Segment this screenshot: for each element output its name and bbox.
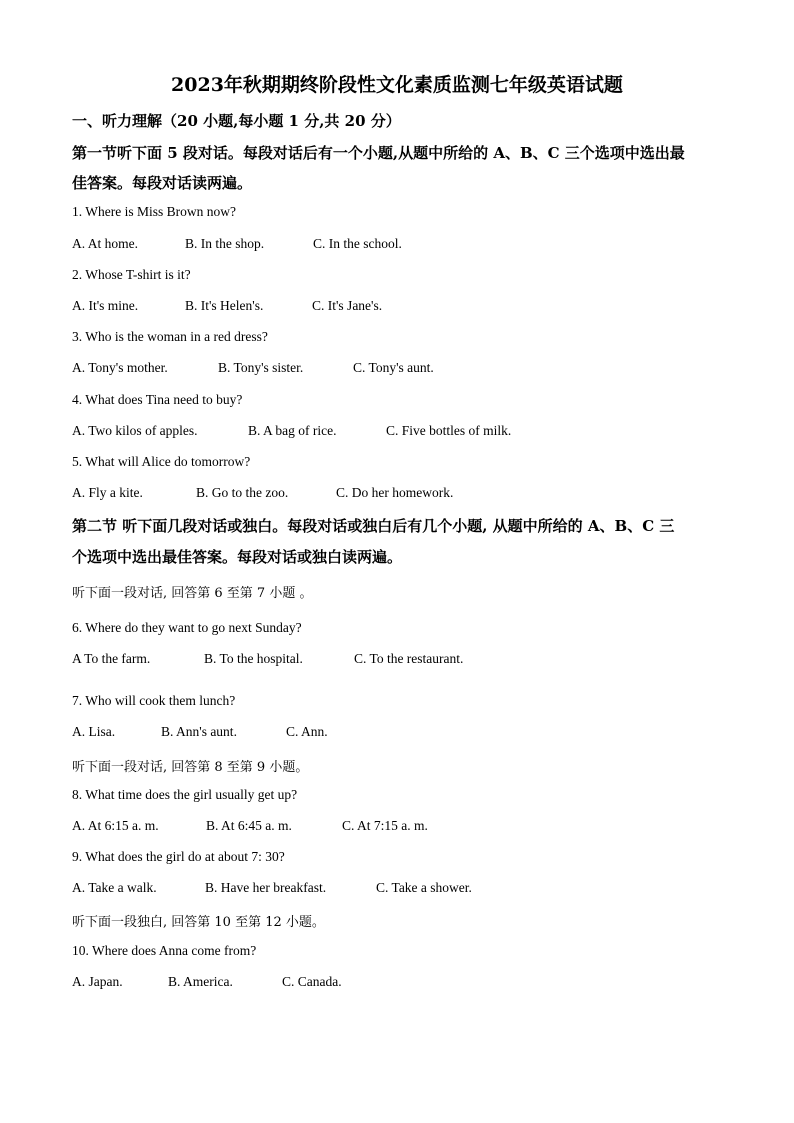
option-c: C. Tony's aunt. bbox=[353, 360, 434, 375]
option-b: B. Have her breakfast. bbox=[205, 880, 327, 895]
part1-instruction-line2: 佳答案。每段对话读两遍。 bbox=[72, 174, 253, 192]
option-b: B. Ann's aunt. bbox=[161, 724, 237, 739]
option-c: C. Five bottles of milk. bbox=[386, 423, 512, 438]
option-b: B. Go to the zoo. bbox=[196, 485, 289, 500]
option-a: A. Tony's mother. bbox=[72, 360, 168, 375]
section-heading-listening: 一、听力理解（20 小题,每小题 1 分,共 20 分） bbox=[72, 112, 401, 130]
part2-instruction-line2: 个选项中选出最佳答案。每段对话或独白读两遍。 bbox=[72, 548, 403, 566]
option-a: A. Fly a kite. bbox=[72, 485, 143, 500]
option-c: C. Ann. bbox=[286, 724, 328, 739]
option-b: B. America. bbox=[168, 974, 233, 989]
question-3: 3. Who is the woman in a red dress? bbox=[72, 329, 268, 344]
page-title: 2023年秋期期终阶段性文化素质监测七年级英语试题 bbox=[171, 74, 623, 96]
option-b: B. It's Helen's. bbox=[185, 298, 264, 313]
option-b: B. A bag of rice. bbox=[248, 423, 337, 438]
question-4: 4. What does Tina need to buy? bbox=[72, 392, 243, 407]
option-a: A. At 6:15 a. m. bbox=[72, 818, 159, 833]
note-questions-10-12: 听下面一段独白, 回答第 10 至第 12 小题。 bbox=[72, 915, 325, 930]
question-1: 1. Where is Miss Brown now? bbox=[72, 204, 236, 219]
note-questions-8-9: 听下面一段对话, 回答第 8 至第 9 小题。 bbox=[72, 760, 309, 775]
question-7: 7. Who will cook them lunch? bbox=[72, 693, 236, 708]
option-b: B. In the shop. bbox=[185, 236, 265, 251]
question-8: 8. What time does the girl usually get up? bbox=[72, 787, 298, 802]
question-6: 6. Where do they want to go next Sunday? bbox=[72, 620, 302, 635]
option-c: C. To the restaurant. bbox=[354, 651, 464, 666]
note-questions-6-7: 听下面一段对话, 回答第 6 至第 7 小题 。 bbox=[72, 586, 313, 601]
option-c: C. It's Jane's. bbox=[312, 298, 383, 313]
option-c: C. Do her homework. bbox=[336, 485, 454, 500]
option-a: A. At home. bbox=[72, 236, 138, 251]
part1-instruction-line1: 第一节听下面 5 段对话。每段对话后有一个小题,从题中所给的 A、B、C 三个选项中选出最 bbox=[72, 144, 685, 162]
option-c: C. In the school. bbox=[313, 236, 402, 251]
question-2: 2. Whose T-shirt is it? bbox=[72, 267, 191, 282]
question-10: 10. Where does Anna come from? bbox=[72, 943, 257, 958]
option-b: B. Tony's sister. bbox=[218, 360, 304, 375]
question-5: 5. What will Alice do tomorrow? bbox=[72, 454, 251, 469]
option-b: B. At 6:45 a. m. bbox=[206, 818, 292, 833]
option-a: A To the farm. bbox=[72, 651, 151, 666]
question-9: 9. What does the girl do at about 7: 30? bbox=[72, 849, 285, 864]
option-a: A. It's mine. bbox=[72, 298, 139, 313]
option-c: C. Take a shower. bbox=[376, 880, 472, 895]
option-b: B. To the hospital. bbox=[204, 651, 303, 666]
option-a: A. Lisa. bbox=[72, 724, 116, 739]
option-a: A. Two kilos of apples. bbox=[72, 423, 198, 438]
option-c: C. Canada. bbox=[282, 974, 342, 989]
part2-instruction-line1: 第二节 听下面几段对话或独白。每段对话或独白后有几个小题, 从题中所给的 A、B、C 三 bbox=[72, 517, 675, 535]
option-a: A. Take a walk. bbox=[72, 880, 157, 895]
option-c: C. At 7:15 a. m. bbox=[342, 818, 428, 833]
option-a: A. Japan. bbox=[72, 974, 123, 989]
